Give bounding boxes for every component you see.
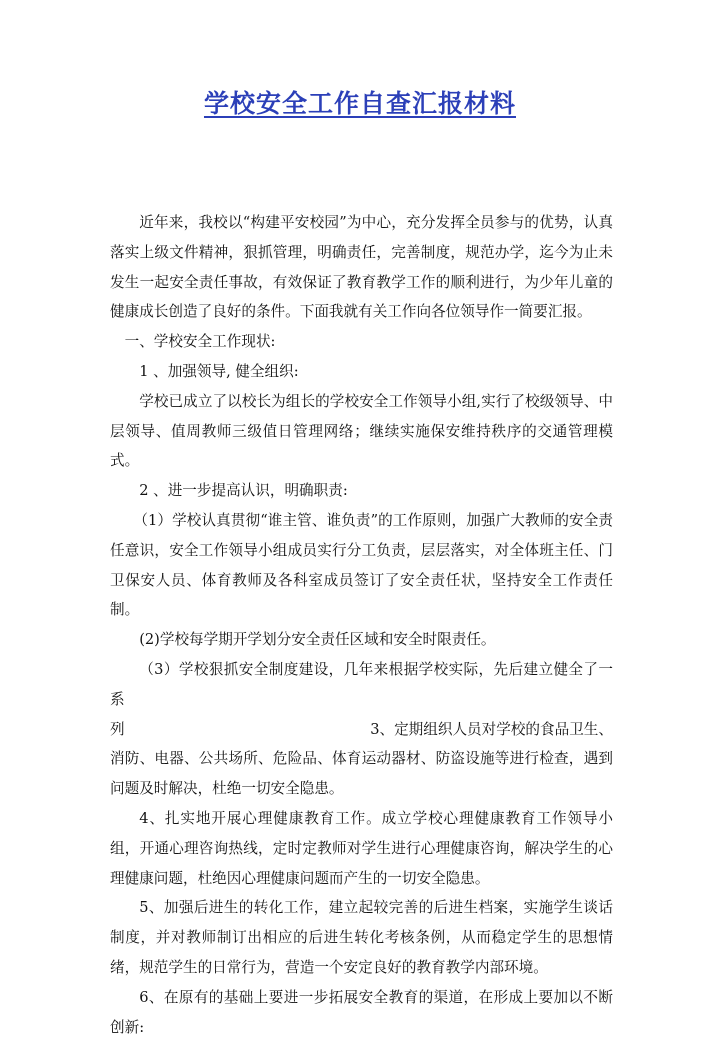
item-1-body: 学校已成立了以校长为组长的学校安全工作领导小组,实行了校级领导、中层领导、值周教师三级值日管理网络；继续实施保安维持秩序的交通管理模式。 — [110, 392, 613, 470]
item-2-sub-3: （3）学校狠抓安全制度建设，几年来根据学校实际，先后建立健全了一系 — [110, 660, 613, 708]
item-5: 5、加强后进生的转化工作，建立起较完善的后进生档案，实施学生谈话制度，并对教师制订出相应的后进生转化考核条例，从而稳定学生的思想情绪，规范学生的日常行为，营造一个安定良好的教育教学内部环境。 — [110, 899, 613, 976]
item-2-heading: 2 、进一步提高认识，明确职责: — [139, 482, 348, 500]
split-line-right: 3、定期组织人员对学校的食品卫生、 — [370, 720, 613, 738]
document-title — [0, 84, 720, 120]
document-body — [110, 208, 613, 1042]
paragraph-intro: 近年来，我校以“构建平安校园”为中心，充分发挥全员参与的优势，认真落实上级文件精神，狠抓管理，明确责任，完善制度，规范办学，迄今为止未发生一起安全责任事故，有效保证了教育教学工作的顺利进行，为少年儿童的健康成长创造了良好的条件。下面我就有关工作向各位领导作一简要汇报。 — [110, 214, 613, 321]
item-3-continued: 消防、电器、公共场所、危险品、体育运动器材、防盗设施等进行检查，遇到问题及时解决，杜绝一切安全隐患。 — [110, 750, 613, 798]
item-2-sub-2: (2)学校每学期开学划分安全责任区域和安全时限责任。 — [139, 631, 496, 649]
section-heading-1: 一、学校安全工作现状: — [124, 333, 276, 351]
split-line — [110, 715, 613, 745]
item-2-sub-1: （1）学校认真贯彻“谁主管、谁负责”的工作原则，加强广大教师的安全责任意识，安全工作领导小组成员实行分工负责，层层落实，对全体班主任、门卫保安人员、体育教师及各科室成员签订了安全责任状，坚持安全工作责任制。 — [110, 511, 613, 619]
document-title-text: 学校安全工作自查汇报材料 — [203, 89, 516, 118]
item-6: 6、在原有的基础上要进一步拓展安全教育的渠道，在形成上要加以不断创新: — [110, 988, 613, 1036]
item-1-heading: 1 、加强领导, 健全组织: — [139, 362, 299, 380]
split-line-left: 列 — [110, 720, 125, 738]
item-4: 4、扎实地开展心理健康教育工作。成立学校心理健康教育工作领导小组，开通心理咨询热线，定时定教师对学生进行心理健康咨询，解决学生的心理健康问题，杜绝因心理健康问题而产生的一切安全隐患。 — [110, 809, 613, 887]
